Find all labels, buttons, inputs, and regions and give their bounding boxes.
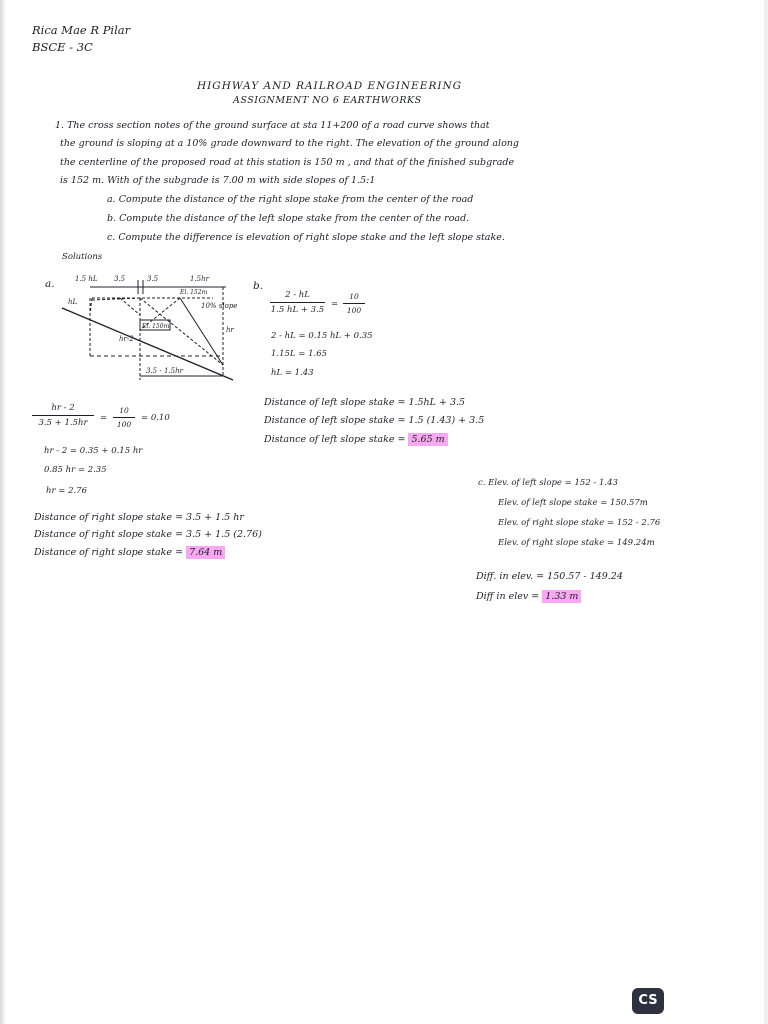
part-a-distance-1: Distance of right slope stake = 3.5 + 1.5 hr xyxy=(34,512,244,523)
part-b-distance-3 xyxy=(264,435,448,445)
part-c-diff-2-label: Diff in elev = xyxy=(476,591,540,602)
elevation-difference-answer: 1.33 m xyxy=(542,590,581,603)
part-c-diff-1: Diff. in elev. = 150.57 - 149.24 xyxy=(476,571,623,582)
part-a-equals: = xyxy=(100,413,108,423)
cross-section-diagram xyxy=(58,270,248,385)
page-left-shadow xyxy=(0,0,6,1024)
elev-top-label: El. 152m xyxy=(180,289,208,296)
part-c-line-4: Elev. of right slope stake = 149.24m xyxy=(498,538,655,548)
part-b-label: b. xyxy=(253,280,264,292)
part-c-line-2: Elev. of left slope stake = 150.57m xyxy=(498,498,648,508)
part-b-equals: = xyxy=(331,299,339,309)
hl-label: hL xyxy=(68,298,78,306)
part-a-label: a. xyxy=(45,278,55,290)
part-a-result: = 0.10 xyxy=(141,413,170,423)
part-b-fraction xyxy=(270,290,325,315)
part-a-frac-num: hr - 2 xyxy=(32,403,94,416)
part-a-fraction-2 xyxy=(113,406,135,429)
part-a-distance-3 xyxy=(34,548,225,558)
assignment-subtitle: ASSIGNMENT NO 6 EARTHWORKS xyxy=(233,95,422,106)
part-a-step-2: 0.85 hr = 2.35 xyxy=(44,465,107,475)
camscanner-logo: CS xyxy=(632,988,664,1014)
left-slope-stake-answer: 5.65 m xyxy=(408,433,447,446)
inner-diagonal-2 xyxy=(120,298,140,315)
problem-line-4: is 152 m. With of the subgrade is 7.00 m with side slopes of 1.5:1 xyxy=(60,175,376,186)
part-c-line-3: Elev. of right slope stake = 152 - 2.76 xyxy=(498,518,661,528)
part-b-distance-2: Distance of left slope stake = 1.5 (1.43) + 3.5 xyxy=(264,415,485,426)
problem-part-b: b. Compute the distance of the left slope stake from the center of the road. xyxy=(107,213,470,224)
part-b-frac-den: 1.5 hL + 3.5 xyxy=(270,305,325,315)
part-c-diff-2 xyxy=(476,592,581,602)
elev-center-label: El. 150m xyxy=(142,323,170,330)
part-c-line-1: c. Elev. of left slope = 152 - 1.43 xyxy=(478,478,618,488)
part-b-step-1: 2 - hL = 0.15 hL + 0.35 xyxy=(271,331,373,341)
bottom-dim-label: 3.5 - 1.5hr xyxy=(146,367,183,375)
dim-right: 1.5hr xyxy=(190,275,209,283)
page-right-edge xyxy=(764,0,768,1024)
part-b-fraction-2 xyxy=(343,292,365,315)
hr-minus-2-label: hr-2 xyxy=(119,335,134,343)
part-a-frac2-den: 100 xyxy=(116,420,132,429)
part-a-distance-3-label: Distance of right slope stake = xyxy=(34,547,184,558)
problem-part-c: c. Compute the difference is elevation of right slope stake and the left slope stake. xyxy=(107,232,505,243)
student-section: BSCE - 3C xyxy=(32,40,93,54)
part-b-frac2-den: 100 xyxy=(346,306,362,315)
part-b-step-2: 1.15L = 1.65 xyxy=(271,349,328,359)
part-a-fraction xyxy=(32,403,94,428)
part-b-distance-3-label: Distance of left slope stake = xyxy=(264,434,406,445)
dim-mid-left: 3.5 xyxy=(114,275,126,283)
part-b-frac-num: 2 - hL xyxy=(270,290,325,303)
assignment-title: HIGHWAY AND RAILROAD ENGINEERING xyxy=(197,80,463,92)
hr-label: hr xyxy=(226,326,234,334)
part-b-frac2-num: 10 xyxy=(343,292,365,304)
part-a-distance-2: Distance of right slope stake = 3.5 + 1.5 (2.76) xyxy=(34,529,262,540)
right-slope-stake-answer: 7.64 m xyxy=(186,546,225,559)
part-a-frac2-num: 10 xyxy=(113,406,135,418)
part-a-step-1: hr - 2 = 0.35 + 0.15 hr xyxy=(44,446,143,456)
part-b-step-3: hL = 1.43 xyxy=(271,368,314,378)
part-a-step-3: hr = 2.76 xyxy=(46,486,87,496)
student-name: Rica Mae R Pilar xyxy=(32,23,131,37)
dim-mid-right: 3.5 xyxy=(147,275,159,283)
part-b-distance-1: Distance of left slope stake = 1.5hL + 3.5 xyxy=(264,397,466,408)
problem-line-3: the centerline of the proposed road at this station is 150 m , and that of the finished subgrade xyxy=(60,157,515,168)
problem-line-2: the ground is sloping at a 10% grade downward to the right. The elevation of the ground along xyxy=(60,138,520,149)
slope-label: 10% slope xyxy=(201,302,238,310)
solutions-label: Solutions xyxy=(62,252,103,262)
problem-line-1: 1. The cross section notes of the ground surface at sta 11+200 of a road curve shows that xyxy=(55,120,490,131)
problem-part-a: a. Compute the distance of the right slope stake from the center of the road xyxy=(107,194,474,205)
part-a-frac-den: 3.5 + 1.5hr xyxy=(38,418,88,428)
dim-left: 1.5 hL xyxy=(75,275,98,283)
